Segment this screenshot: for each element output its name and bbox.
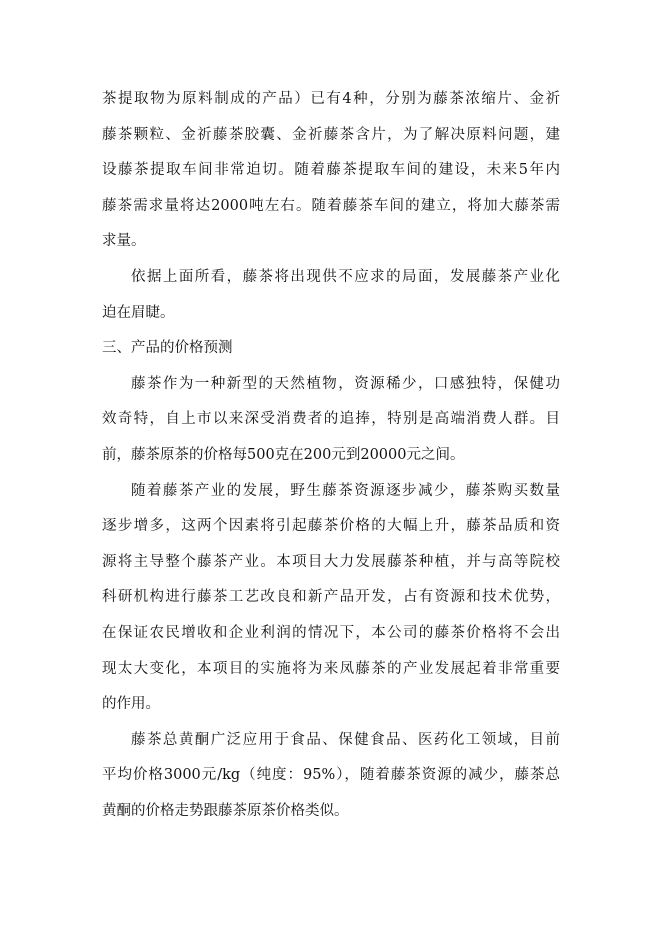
paragraph-line: 藤茶需求量将达2000吨左右。随着藤茶车间的建立，将加大藤茶需 — [102, 197, 560, 214]
section-heading-text: 三、产品的价格预测 — [102, 340, 233, 357]
paragraph-line: 藤茶总黄酮广泛应用于食品、保健食品、医药化工领域，目前 — [131, 731, 560, 748]
paragraph-line: 黄酮的价格走势跟藤茶原茶价格类似。 — [102, 802, 349, 819]
section-heading — [102, 331, 560, 367]
paragraph-line: 藤茶颗粒、金祈藤茶胶囊、金祈藤茶含片，为了解决原料问题，建 — [102, 126, 560, 143]
document-body — [102, 82, 560, 829]
paragraph-price-trend — [102, 474, 560, 723]
paragraph-line: 茶提取物为原料制成的产品）已有4种，分别为藤茶浓缩片、金祈 — [102, 91, 560, 107]
paragraph-line: 设藤茶提取车间非常迫切。随着藤茶提取车间的建设，未来5年内 — [102, 162, 560, 179]
paragraph-flavonoids — [102, 723, 560, 830]
paragraph-line: 前，藤茶原茶的价格每500克在200元到20000元之间。 — [102, 446, 465, 463]
paragraph-line: 科研机构进行藤茶工艺改良和新产品开发，占有资源和技术优势， — [102, 589, 560, 606]
paragraph-line: 求量。 — [102, 233, 146, 250]
paragraph-line: 在保证农民增收和企业利润的情况下，本公司的藤茶价格将不会出 — [102, 624, 560, 641]
paragraph-continuation — [102, 82, 560, 260]
paragraph-line: 迫在眉睫。 — [102, 304, 175, 321]
paragraph-line: 依据上面所看，藤茶将出现供不应求的局面，发展藤茶产业化 — [131, 268, 560, 285]
paragraph-line: 现太大变化，本项目的实施将为来凤藤茶的产业发展起着非常重要 — [102, 660, 560, 677]
paragraph-line: 藤茶作为一种新型的天然植物，资源稀少，口感独特，保健功 — [131, 375, 560, 392]
paragraph-line: 随着藤茶产业的发展，野生藤茶资源逐步减少，藤茶购买数量 — [131, 482, 560, 499]
paragraph-line: 效奇特，自上市以来深受消费者的追捧，特别是高端消费人群。目 — [102, 411, 560, 428]
paragraph-line: 逐步增多，这两个因素将引起藤茶价格的大幅上升，藤茶品质和资 — [102, 518, 560, 535]
paragraph-price-intro — [102, 367, 560, 474]
paragraph-line: 的作用。 — [102, 696, 160, 713]
paragraph-supply-demand — [102, 260, 560, 331]
paragraph-line: 源将主导整个藤茶产业。本项目大力发展藤茶种植，并与高等院校 — [102, 553, 560, 570]
paragraph-line: 平均价格3000元/kg（纯度：95%），随着藤茶资源的减少，藤茶总 — [102, 767, 560, 784]
